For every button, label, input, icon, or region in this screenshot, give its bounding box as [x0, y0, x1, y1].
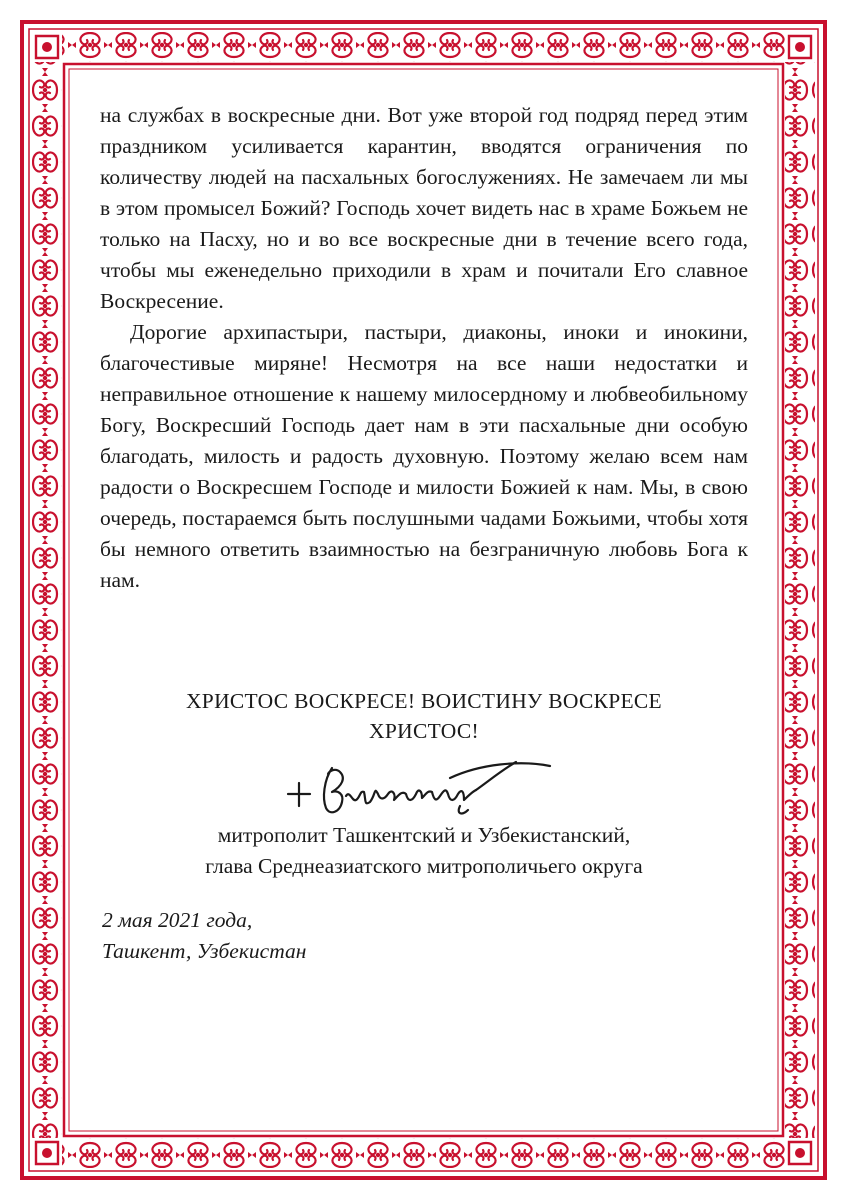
paragraph-1: на службах в воскресные дни. Вот уже второй год подряд перед этим праздником усиливается карантин, вводятся ограничения по количеству людей на пасхальных богослужениях. Не замечаем ли мы в этом промысел Божий? Господь хочет видеть нас в храме Божьем не только на Пасху, но и во все воскресные дни в течение всего года, чтобы мы еженедельно приходили в храм и почитали Его славное Воскресение.	[100, 103, 748, 313]
paschal-greeting	[100, 686, 748, 746]
signatory-title-line-1: митрополит Ташкентский и Узбекистанский,	[217, 823, 631, 847]
letter-body	[100, 100, 748, 596]
handwritten-signature	[280, 750, 580, 830]
paragraph-2: Дорогие архипастыри, пастыри, диаконы, иноки и инокини, благочестивые миряне! Несмотря на все наши недостатки и неправильное отношение к нашему милосердному и любвеобильному Богу, Воскресший Господь дает нам в эти пасхальные дни особую благодать, милость и радость духовную. Поэтому желаю всем нам радости о Воскресшем Господе и милости Божией к нам. Мы, в свою очередь, постараемся быть послушными чадами Божьими, чтобы хотя бы немного ответить взаимностью на безграничную любовь Бога к нам.	[100, 320, 748, 592]
greeting-line-2: ХРИСТОС!	[369, 719, 479, 743]
dateline	[102, 905, 306, 967]
date-text: 2 мая 2021 года,	[102, 908, 253, 932]
signatory-title	[100, 820, 748, 882]
greeting-line-1: ХРИСТОС ВОСКРЕСЕ! ВОИСТИНУ ВОСКРЕСЕ	[185, 689, 662, 713]
place-text: Ташкент, Узбекистан	[102, 939, 307, 963]
signatory-title-line-2: глава Среднеазиатского митрополичьего округа	[205, 854, 643, 878]
